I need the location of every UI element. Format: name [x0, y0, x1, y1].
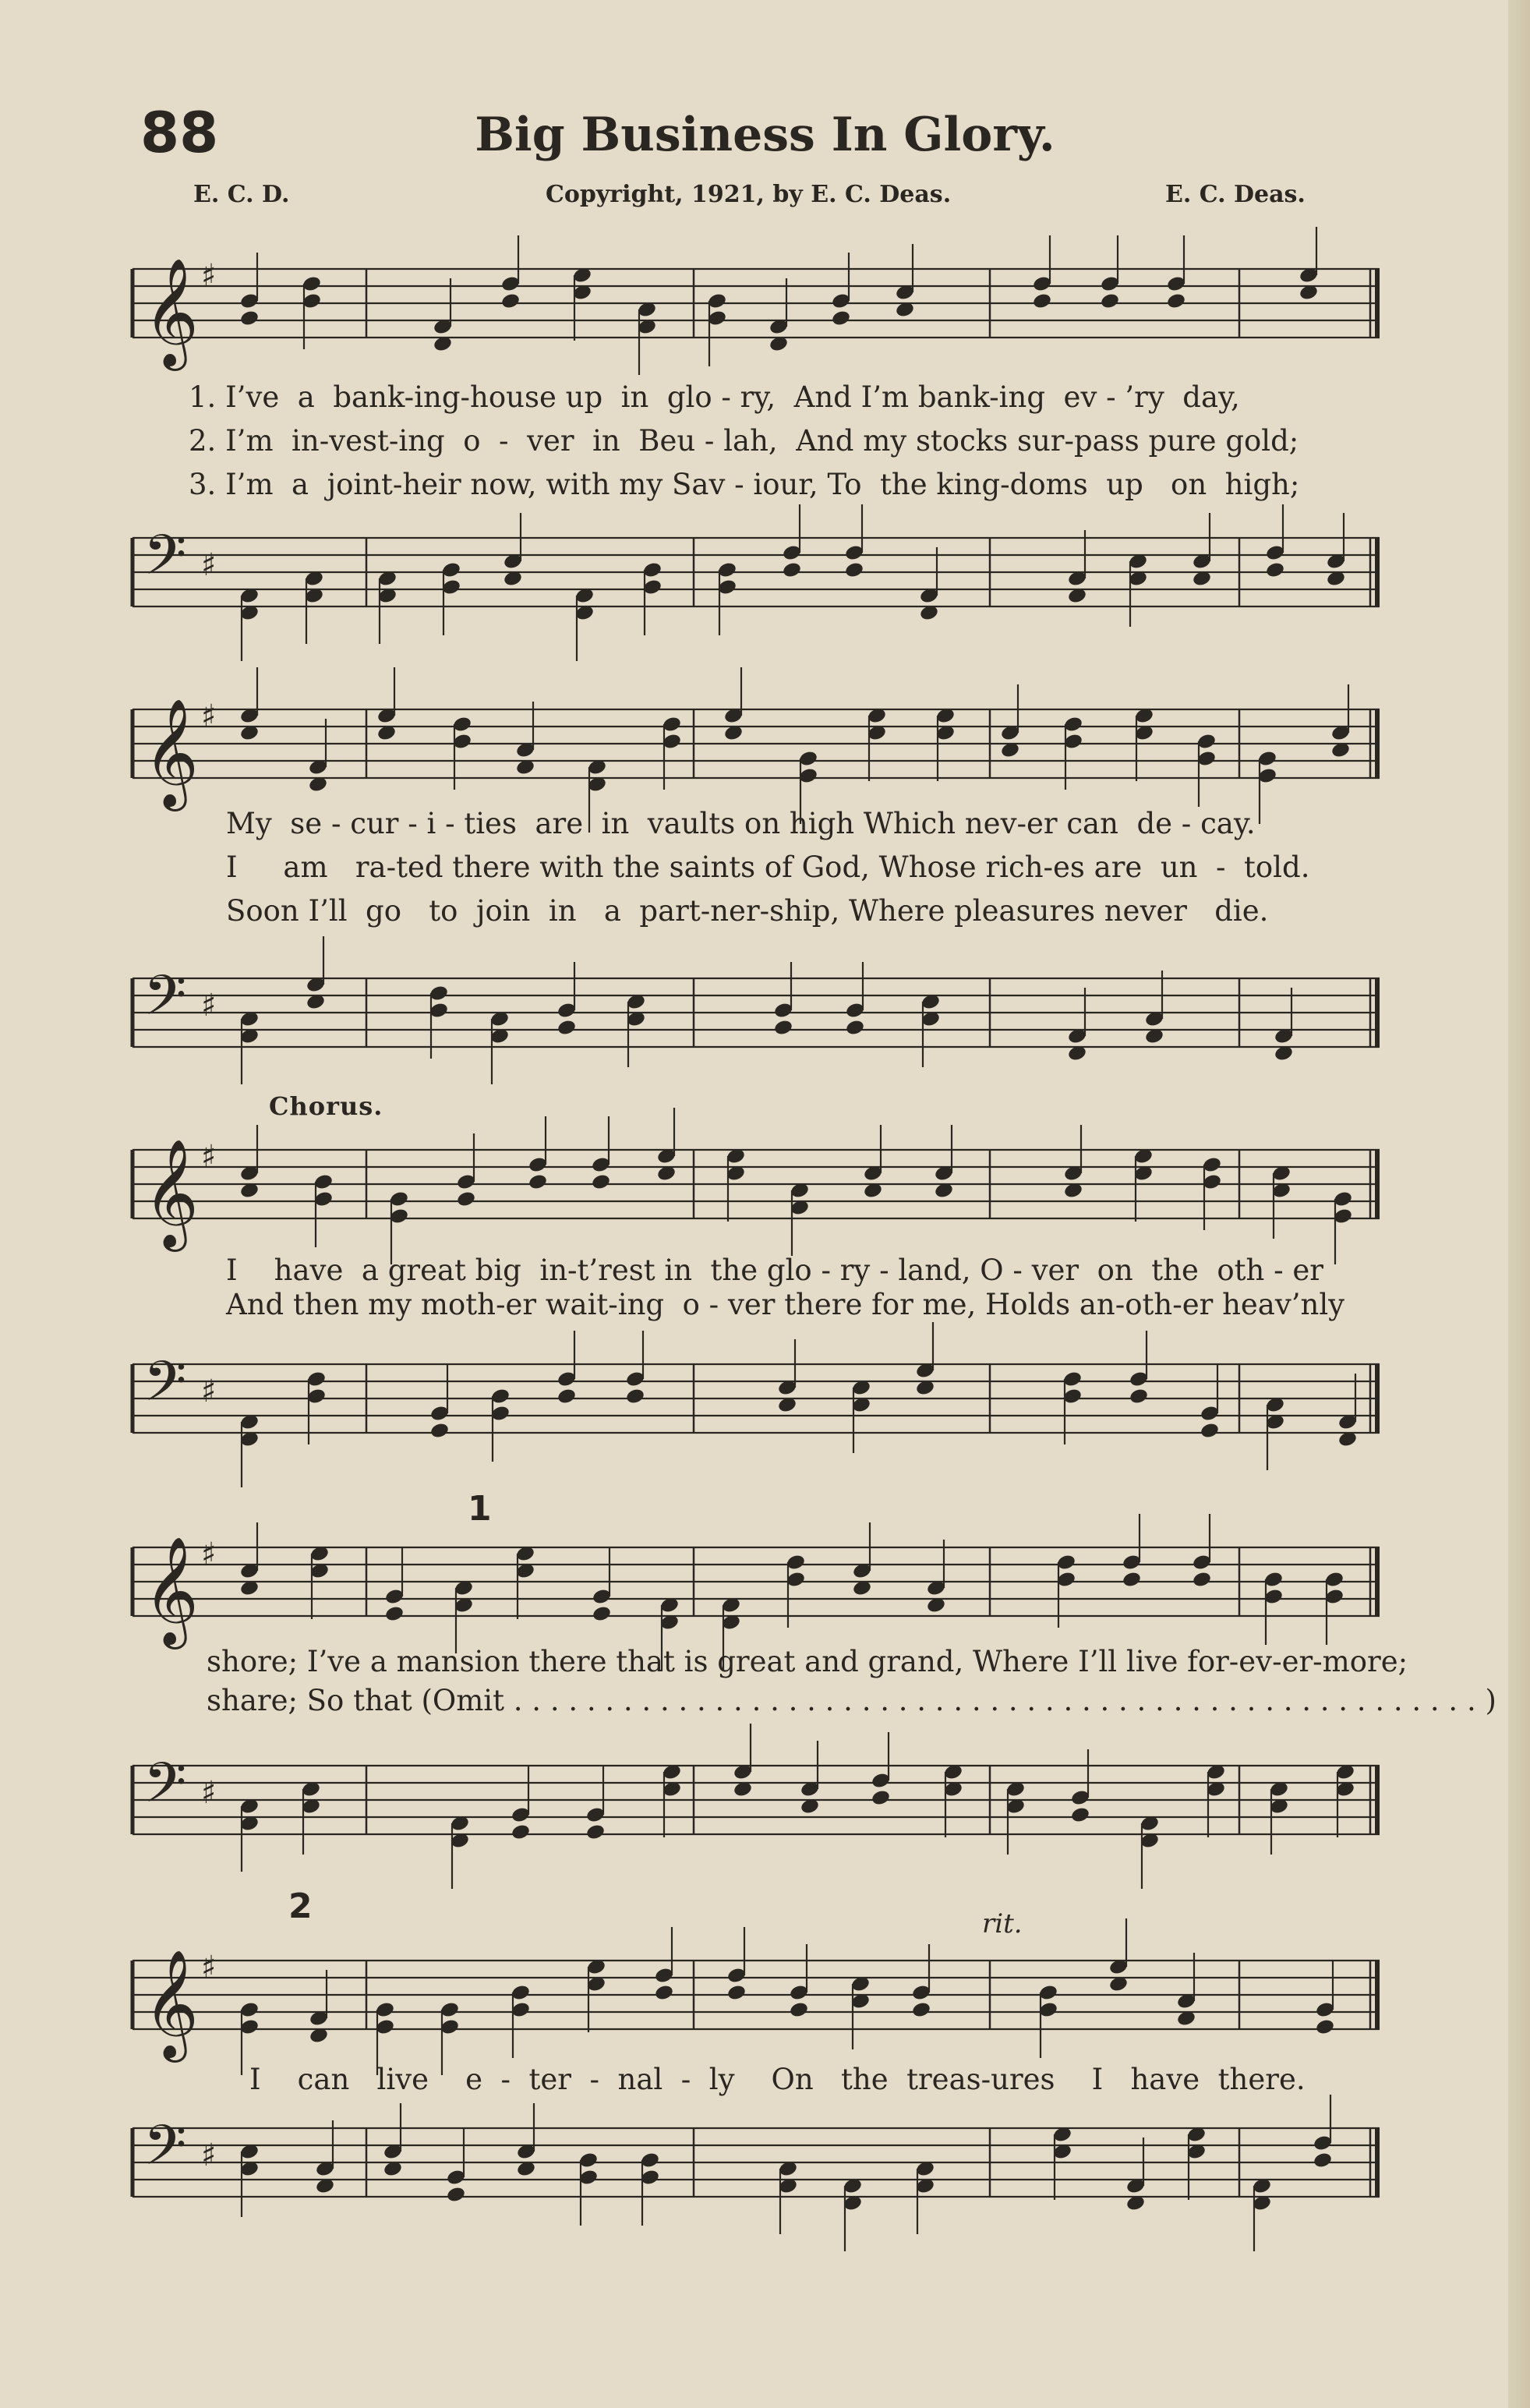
key-signature-sharp: ♯	[201, 1950, 217, 1985]
chorus-line-3: shore; I’ve a mansion there that is great and grand, Where I’ll live for-ev-er-more;	[207, 1645, 1408, 1678]
key-signature-sharp: ♯	[201, 988, 217, 1024]
second-ending-number: 2	[288, 1886, 313, 1926]
chorus-label: Chorus.	[269, 1091, 383, 1121]
bass-staff	[133, 1750, 1380, 1851]
key-signature-sharp: ♯	[201, 2137, 217, 2173]
lyricist-credit: E. C. D.	[193, 181, 290, 208]
chorus-line-2: And then my moth-er wait-ing o - ver there for me, Holds an-oth-er heav’nly	[226, 1288, 1345, 1321]
page-edge	[1508, 0, 1530, 2408]
key-signature-sharp: ♯	[201, 1536, 217, 1572]
music-system-4	[133, 1489, 1496, 1832]
verse-line-1: 1. I’ve a bank-ing-house up in glo - ry, And I’m bank-ing ev - ’ry day,	[189, 380, 1240, 414]
treble-clef: 𝄞	[143, 1950, 199, 2058]
page-number: 88	[140, 100, 219, 165]
first-ending-number: 1	[468, 1489, 492, 1529]
bass-clef: 𝄢	[143, 2113, 187, 2191]
treble-clef: 𝄞	[143, 258, 199, 366]
bass-staff	[133, 1349, 1380, 1450]
chorus-line-1: I have a great big in-t’rest in the glo - ry - land, O - ver on the oth - er	[226, 1254, 1323, 1287]
verse-line-3: 3. I’m a joint-heir now, with my Sav - iour, To the king-doms up on high;	[189, 468, 1300, 501]
music-system-3	[133, 1091, 1380, 1466]
music-system-5	[133, 1886, 1380, 2237]
bass-clef: 𝄢	[143, 1349, 187, 1427]
composer-credit: E. C. Deas.	[1165, 181, 1306, 208]
key-signature-sharp: ♯	[201, 1775, 217, 1811]
key-signature-sharp: ♯	[201, 698, 217, 734]
treble-clef: 𝄞	[143, 1139, 199, 1247]
treble-staff	[133, 694, 1380, 807]
verse-line-1: My se - cur - i - ties are in vaults on high Which nev-er can de - cay.	[226, 807, 1256, 840]
second-ending-line: I can live e - ter - nal - ly On the treas-ures I have there.	[249, 2063, 1306, 2096]
treble-clef: 𝄞	[143, 1536, 199, 1645]
key-signature-sharp: ♯	[201, 1374, 217, 1409]
music-system-1	[133, 234, 1380, 647]
treble-staff	[133, 1134, 1380, 1247]
bass-staff	[133, 2113, 1380, 2214]
treble-staff	[133, 1532, 1380, 1645]
verse-line-2: 2. I’m in-vest-ing o - ver in Beu - lah, And my stocks sur-pass pure gold;	[189, 424, 1299, 458]
verse-line-2: I am ra-ted there with the saints of God, Whose rich-es are un - told.	[226, 850, 1310, 884]
ritardando-marking: rit.	[982, 1908, 1023, 1939]
bass-clef: 𝄢	[143, 964, 187, 1041]
treble-staff	[133, 1945, 1380, 2058]
treble-staff	[133, 253, 1380, 366]
key-signature-sharp: ♯	[201, 1139, 217, 1175]
copyright-line: Copyright, 1921, by E. C. Deas.	[546, 181, 952, 208]
key-signature-sharp: ♯	[201, 258, 217, 294]
bass-staff	[133, 963, 1380, 1064]
bass-clef: 𝄢	[143, 1751, 187, 1829]
bass-staff	[133, 522, 1380, 624]
verse-line-3: Soon I’ll go to join in a part-ner-ship, Where pleasures never die.	[226, 894, 1269, 928]
treble-clef: 𝄞	[143, 698, 199, 807]
music-system-2	[133, 674, 1380, 1064]
hymn-title: Big Business In Glory.	[475, 108, 1055, 162]
key-signature-sharp: ♯	[201, 547, 217, 583]
chorus-line-4: share; So that (Omit . . . . . . . . . . . . . . . . . . . . . . . . . . . . . . . . . . . . . . . . . . . . . . . . . . . . . )	[207, 1684, 1496, 1717]
bass-clef: 𝄢	[143, 523, 187, 601]
